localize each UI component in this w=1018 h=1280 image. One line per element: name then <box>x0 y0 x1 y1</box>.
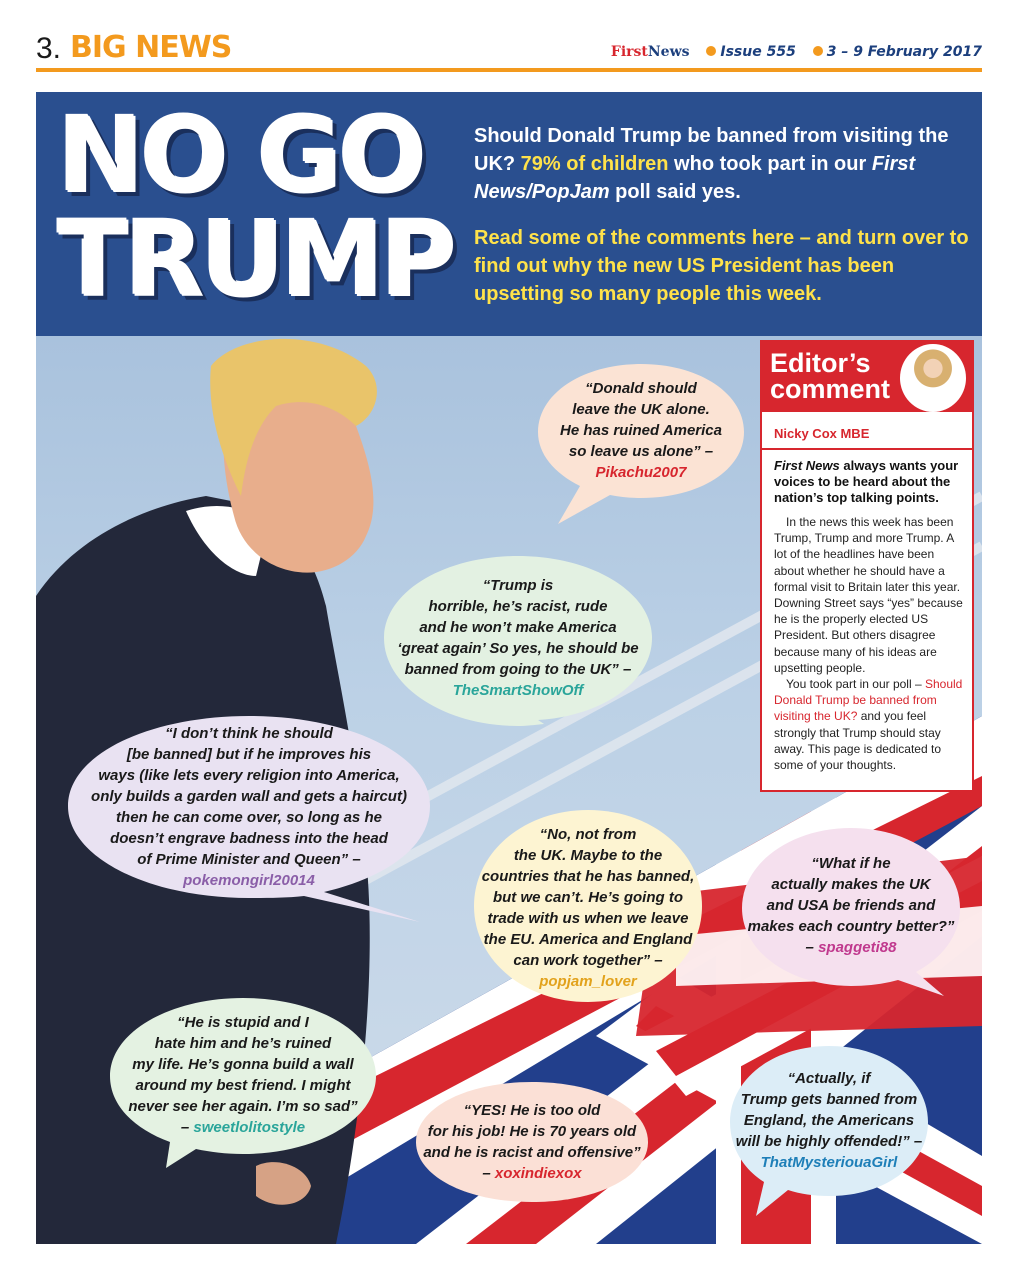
comment-bubble-6 <box>106 994 380 1170</box>
editors-comment-title: Editor’s comment <box>770 348 891 404</box>
section-name: BIG NEWS <box>70 30 232 65</box>
editor-name: Nicky Cox MBE <box>774 426 870 441</box>
headline-line-1: NO GO <box>58 95 424 217</box>
comment-bubble-3 <box>64 712 434 926</box>
comment-text: “Donald should leave the UK alone. He has ruined America so leave us alone” – Pikachu2007 <box>559 379 722 481</box>
comment-author: popjam_lover <box>539 973 637 990</box>
comment-text: “No, not from the UK. Maybe to the countries that he has banned, but we can’t. He’s going to trade with us when we leave the EU. America and England can work together” – popjam_lover <box>481 826 695 990</box>
comment-bubble-5 <box>738 824 964 1000</box>
headline-line-2: TRUMP <box>58 199 454 321</box>
masthead-rule <box>36 68 982 72</box>
comment-text: “YES! He is too old for his job! He is 70 years old and he is racist and offensive” – xoxindiexox <box>423 1102 641 1182</box>
issue-number: Issue 555 <box>720 44 796 60</box>
editors-comment-box <box>760 340 974 792</box>
editor-paragraph-1: In the news this week has been Trump, Trump and more Trump. A lot of the headlines have been about whether he should have a formal visit to Britain later this year. Downing Street says “yes” because he is the properly elected US President. But others disagree because many of his ideas are upsetting people. <box>774 515 963 675</box>
comment-text: “He is stupid and I hate him and he’s ruined my life. He’s gonna build a wall around my best friend. I might never see her again. I’m so sad” – sweetlolitostyle <box>128 1014 358 1136</box>
comment-bubble-7 <box>412 1078 652 1210</box>
issue-dates: 3 – 9 February 2017 <box>826 44 982 60</box>
editor-paragraph-2: You took part in our poll – Should Donald Trump be banned from visiting the UK? and you feel strongly that Trump should stay away. This page is dedicated to some of your thoughts. <box>774 677 963 773</box>
comment-author: sweetlolitostyle <box>193 1119 306 1136</box>
comment-author: spaggeti88 <box>818 938 897 956</box>
poll-name: First News/PopJam <box>474 153 916 203</box>
editor-divider <box>762 448 972 450</box>
intro-secondary: Read some of the comments here – and turn over to find out why the new US President has been upsetting so many people this week. <box>474 227 969 305</box>
comment-author: xoxindiexox <box>494 1165 582 1182</box>
comment-text: “Actually, if Trump gets banned from England, the Americans will be highly offended!” – ThatMysteriouaGirl <box>735 1069 923 1171</box>
editors-comment-header <box>762 342 972 412</box>
section-number: 3. <box>36 32 62 65</box>
comment-author: Pikachu2007 <box>595 463 687 481</box>
comment-author: pokemongirl20014 <box>183 872 315 889</box>
comment-author: ThatMysteriouaGirl <box>760 1153 898 1171</box>
comment-text: “Trump is horrible, he’s racist, rude and he won’t make America ‘great again’ So yes, he should be banned from going to the UK” – TheSmartShowOff <box>397 577 639 699</box>
headline <box>58 95 454 321</box>
intro-text: Should Donald Trump be banned from visiting the UK? 79% of children who took part in our First News/PopJam poll said yes. <box>474 125 949 203</box>
comment-bubble-1 <box>534 360 748 526</box>
intro-highlight: 79% of children <box>520 153 669 175</box>
comment-text: “What if he actually makes the UK and USA be friends and makes each country better?” – spaggeti88 <box>747 854 955 956</box>
bullet-icon <box>813 46 823 56</box>
comment-bubble-4 <box>470 806 706 1020</box>
editor-lead: First News always wants your voices to be heard about the nation’s top talking points. <box>774 458 959 505</box>
issue-info <box>611 44 982 60</box>
comment-bubble-8 <box>726 1042 932 1218</box>
brand-logo: FirstNews <box>610 44 690 60</box>
comment-author: TheSmartShowOff <box>452 682 584 699</box>
editor-body <box>774 514 966 773</box>
editor-avatar <box>900 344 966 412</box>
header-panel <box>36 92 982 336</box>
comment-text: “I don’t think he should [be banned] but if he improves his ways (like lets every religion into America, only builds a garden wall and gets a haircut) then he can come over, so long as he doesn’t engrave badness into the head of Prime Minister and Queen” – pokemongirl20014 <box>91 725 407 889</box>
masthead <box>36 30 982 70</box>
bullet-icon <box>706 46 716 56</box>
